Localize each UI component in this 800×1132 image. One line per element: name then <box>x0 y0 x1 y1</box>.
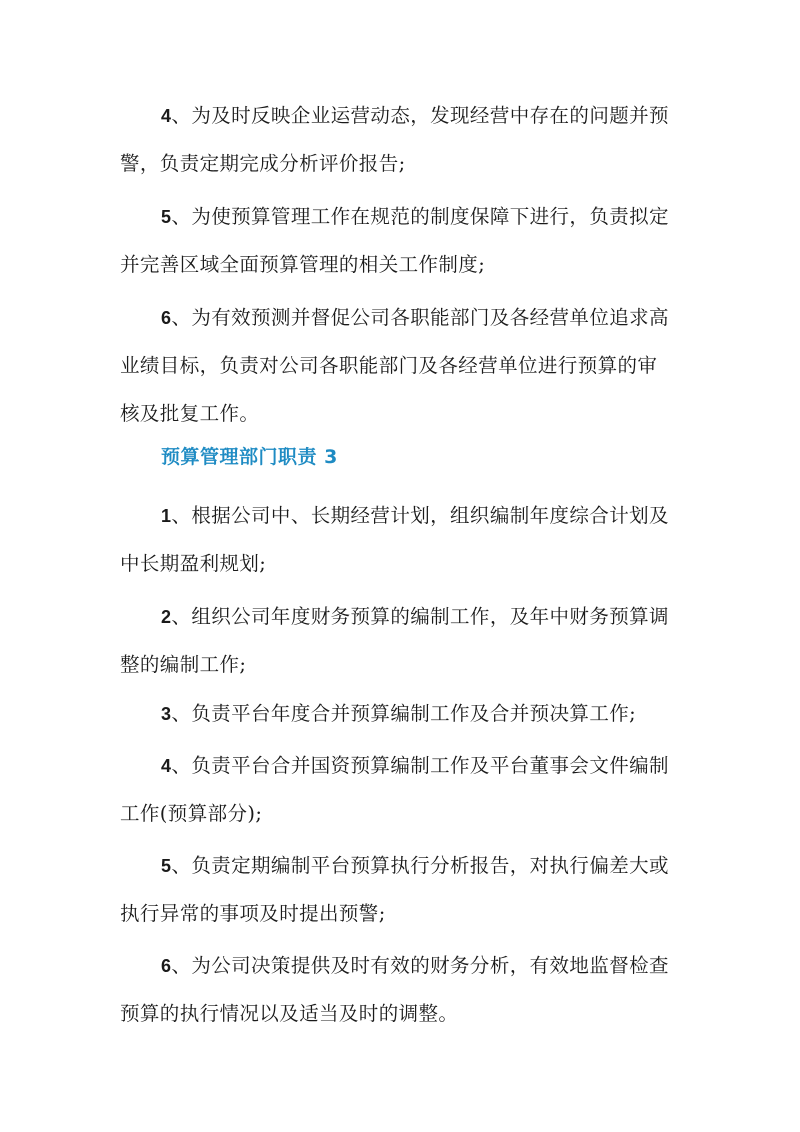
duty-item-line: 核及批复工作。 <box>120 402 260 425</box>
section3-item-1 <box>120 492 682 588</box>
line-text: 、负责定期编制平台预算执行分析报告，对执行偏差大或 <box>171 854 669 877</box>
duty-item-line: 预算的执行情况以及适当及时的调整。 <box>120 1002 459 1025</box>
item-number: 4 <box>161 756 172 776</box>
item-number: 4 <box>161 106 172 126</box>
duty-item-6 <box>120 294 682 438</box>
item-number: 5 <box>161 856 172 876</box>
duty-item-first-line <box>120 690 682 738</box>
line-text: 、组织公司年度财务预算的编制工作，及年中财务预算调 <box>171 605 669 628</box>
section3-item-6 <box>120 942 682 1038</box>
section3-item-3 <box>120 690 682 738</box>
line-text: 、为使预算管理工作在规范的制度保障下进行，负责拟定 <box>171 205 669 228</box>
section3-item-5 <box>120 842 682 938</box>
duty-item-4 <box>120 92 682 188</box>
duty-item-5 <box>120 193 682 289</box>
duty-item-first-line <box>120 942 682 990</box>
duty-item-line: 整的编制工作; <box>120 653 247 676</box>
duty-item-line: 中长期盈利规划; <box>120 552 267 575</box>
section3-item-2 <box>120 593 682 689</box>
duty-item-first-line <box>120 193 682 241</box>
duty-item-line: 警，负责定期完成分析评价报告; <box>120 152 406 175</box>
duty-item-line: 并完善区域全面预算管理的相关工作制度; <box>120 253 486 276</box>
duty-item-first-line <box>120 92 682 140</box>
duty-item-first-line <box>120 842 682 890</box>
duty-item-line: 执行异常的事项及时提出预警; <box>120 902 386 925</box>
line-text: 、为有效预测并督促公司各职能部门及各经营单位追求高 <box>171 306 669 329</box>
item-number: 3 <box>161 704 172 724</box>
item-number: 5 <box>161 207 172 227</box>
duty-item-line: 工作(预算部分); <box>120 802 263 825</box>
line-text: 、负责平台年度合并预算编制工作及合并预决算工作; <box>171 702 637 725</box>
duty-item-first-line <box>120 294 682 342</box>
duty-item-first-line <box>120 492 682 540</box>
item-number: 6 <box>161 956 172 976</box>
duty-item-first-line <box>120 742 682 790</box>
section-heading: 预算管理部门职责 3 <box>161 446 338 468</box>
item-number: 2 <box>161 607 172 627</box>
duty-item-first-line <box>120 593 682 641</box>
line-text: 、为及时反映企业运营动态，发现经营中存在的问题并预 <box>171 104 669 127</box>
line-text: 、为公司决策提供及时有效的财务分析，有效地监督检查 <box>171 954 669 977</box>
item-number: 1 <box>161 506 172 526</box>
line-text: 、根据公司中、长期经营计划，组织编制年度综合计划及 <box>171 504 669 527</box>
section3-item-4 <box>120 742 682 838</box>
line-text: 、负责平台合并国资预算编制工作及平台董事会文件编制 <box>171 754 669 777</box>
item-number: 6 <box>161 308 172 328</box>
duty-item-line: 业绩目标，负责对公司各职能部门及各经营单位进行预算的审 <box>120 354 658 377</box>
